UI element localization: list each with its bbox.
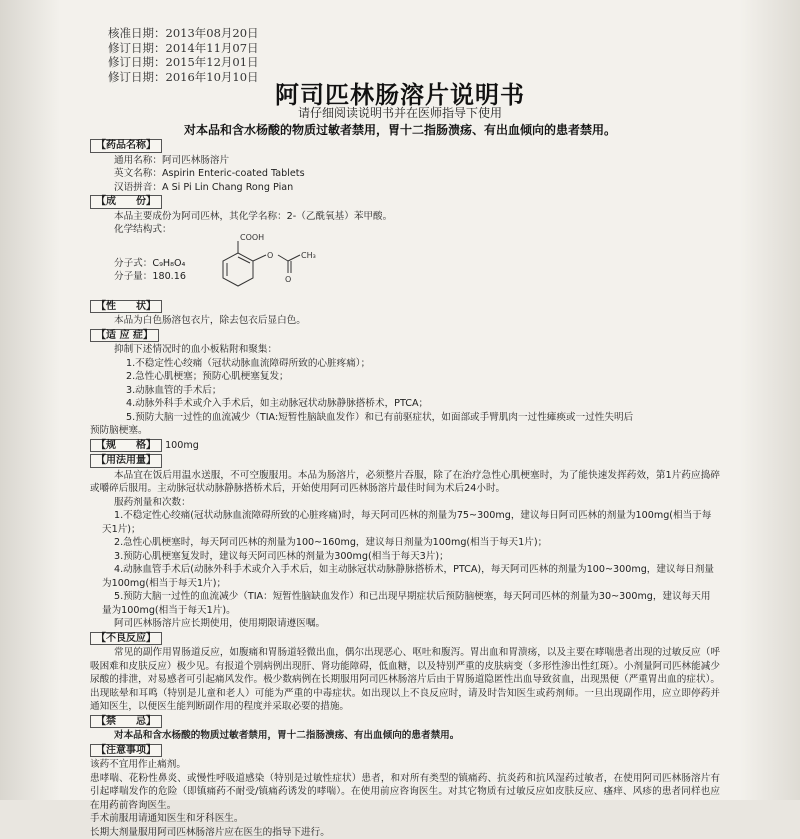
section-specification bbox=[90, 438, 720, 454]
section-composition bbox=[90, 194, 720, 299]
dosage-intro: 服药剂量和次数： bbox=[90, 496, 720, 510]
composition-main: 本品主要成份为阿司匹林，其化学名称：2-（乙酰氧基）苯甲酸。 bbox=[90, 210, 720, 224]
section-label: 【成 份】 bbox=[90, 195, 162, 209]
section-properties bbox=[90, 299, 720, 328]
english-name: 英文名称：Aspirin Enteric-coated Tablets bbox=[90, 167, 720, 181]
long-term-use-note: 阿司匹林肠溶片应长期使用，使用期限请遵医嘱。 bbox=[90, 617, 720, 631]
section-contraindications bbox=[90, 714, 720, 743]
leaflet-content bbox=[90, 138, 720, 839]
approval-date: 核准日期：2013年08月20日 bbox=[108, 26, 259, 41]
document-subtitle: 请仔细阅读说明书并在医师指导下使用 bbox=[0, 104, 800, 121]
revision-date-2: 修订日期：2015年12月01日 bbox=[108, 55, 259, 70]
revision-date-1: 修订日期：2014年11月07日 bbox=[108, 41, 259, 56]
indications-intro: 抑制下述情况时的血小板粘附和聚集： bbox=[90, 343, 720, 357]
svg-text:O: O bbox=[267, 251, 273, 260]
indication-item: 2.急性心肌梗塞；预防心肌梗塞复发； bbox=[90, 370, 720, 384]
dosage-item: 4.动脉血管手术后(动脉外科手术或介入手术后，如主动脉冠状动脉静脉搭桥术，PTCA)，每天阿司匹林的剂量为100~300mg，建议每日剂量为100mg(相当于每天1片)； bbox=[90, 563, 720, 590]
indication-item: 3.动脉血管的手术后； bbox=[90, 384, 720, 398]
precaution-item: 长期大剂量服用阿司匹林肠溶片应在医生的指导下进行。 bbox=[90, 826, 720, 839]
contraindications-text: 对本品和含水杨酸的物质过敏者禁用，胃十二指肠溃疡、有出血倾向的患者禁用。 bbox=[90, 729, 720, 743]
section-usage bbox=[90, 453, 720, 631]
section-indications bbox=[90, 328, 720, 438]
specification-value: 100mg bbox=[165, 440, 199, 451]
pinyin-name: 汉语拼音：A Si Pi Lin Chang Rong Pian bbox=[90, 181, 720, 195]
svg-text:O: O bbox=[285, 275, 291, 284]
section-adverse-reactions bbox=[90, 631, 720, 714]
molecular-weight: 分子量：180.16 bbox=[114, 270, 186, 284]
section-label: 【注意事项】 bbox=[90, 744, 162, 758]
dosage-item: 1.不稳定性心绞痛(冠状动脉血流障碍所致的心脏疼痛)时，每天阿司匹林的剂量为75~300mg，建议每日阿司匹林的剂量为100mg(相当于每天1片)； bbox=[90, 509, 720, 536]
usage-paragraph: 本品宜在饭后用温水送服，不可空腹服用。本品为肠溶片，必须整片吞服，除了在治疗急性心肌梗塞时，为了能快速发挥药效，第1片药应捣碎或嚼碎后服用。主动脉冠状动脉静脉搭桥术后，开始使用阿司匹林肠溶片最佳时间为术后24小时。 bbox=[90, 469, 720, 496]
dosage-item: 5.预防大脑一过性的血流减少（TIA：短暂性脑缺血发作）和已出现早期症状后预防脑梗塞，每天阿司匹林的剂量为30~300mg，建议每天用量为100mg(相当于每天1片)。 bbox=[90, 590, 720, 617]
svg-text:CH₃: CH₃ bbox=[301, 251, 316, 260]
aspirin-structure-diagram bbox=[208, 231, 338, 303]
molecular-formula: 分子式：C₉H₈O₄ bbox=[114, 257, 186, 271]
warning-statement: 对本品和含水杨酸的物质过敏者禁用，胃十二指肠溃疡、有出血倾向的患者禁用。 bbox=[0, 121, 800, 138]
precaution-item: 患哮喘、花粉性鼻炎、或慢性呼吸道感染（特别是过敏性症状）患者，和对所有类型的镇痛药、抗炎药和抗风湿药过敏者，在使用阿司匹林肠溶片有引起哮喘发作的危险（即镇痛药不耐受/镇痛药诱发的哮喘）。在使用前应咨询医生。对其它物质有过敏反应如皮肤反应、瘙痒、风疹的患者同样也应在用药前咨询医生。 bbox=[90, 772, 720, 813]
adverse-text: 常见的副作用胃肠道反应，如腹痛和胃肠道轻微出血，偶尔出现恶心、呕吐和腹泻。胃出血和胃溃疡，以及主要在哮喘患者出现的过敏反应（呼吸困难和皮肤反应）极少见。有报道个别病例出现肝、肾功能障碍，低血糖，以及特别严重的皮肤病变（多形性渗出性红斑）。小剂量阿司匹林能减少尿酸的排泄，对易感者可引起痛风发作。极少数病例在长期服用阿司匹林肠溶片后由于胃肠道隐匿性出血导致贫血，出现黑便（严重胃出血的症状）。出现眩晕和耳鸣（特别是儿童和老人）可能为严重的中毒症状。如出现以上不良反应时，请及时告知医生或药剂师。一旦出现副作用，应立即停药并通知医生，以便医生能判断副作用的程度并采取必要的措施。 bbox=[90, 646, 720, 714]
section-label: 【适 应 症】 bbox=[90, 329, 159, 343]
indication-item: 5.预防大脑一过性的血流减少（TIA:短暂性脑缺血发作）和已有前驱症状，如面部或手臂肌肉一过性瘫痪或一过性失明后 bbox=[90, 411, 720, 425]
section-label: 【药品名称】 bbox=[90, 139, 162, 153]
revision-date-3: 修订日期：2016年10月10日 bbox=[108, 70, 259, 85]
dosage-item: 3.预防心肌梗塞复发时，建议每天阿司匹林的剂量为300mg(相当于每天3片)； bbox=[90, 550, 720, 564]
section-label: 【不良反应】 bbox=[90, 632, 162, 646]
properties-text: 本品为白色肠溶包衣片，除去包衣后显白色。 bbox=[90, 314, 720, 328]
indication-item: 4.动脉外科手术或介入手术后，如主动脉冠状动脉静脉搭桥术，PTCA； bbox=[90, 397, 720, 411]
precaution-item: 手术前服用请通知医生和牙科医生。 bbox=[90, 812, 720, 826]
structure-label: 化学结构式： bbox=[90, 223, 720, 237]
dosage-item: 2.急性心肌梗塞时，每天阿司匹林的剂量为100~160mg，建议每日剂量为100mg(相当于每天1片)； bbox=[90, 536, 720, 550]
section-label: 【禁 忌】 bbox=[90, 715, 162, 729]
common-name: 通用名称：阿司匹林肠溶片 bbox=[90, 154, 720, 168]
section-label: 【用法用量】 bbox=[90, 454, 162, 468]
section-precautions bbox=[90, 743, 720, 839]
section-label: 【性 状】 bbox=[90, 300, 162, 314]
chemical-structure-block bbox=[90, 237, 720, 299]
cooh-group: COOH bbox=[240, 233, 264, 242]
document-title: 阿司匹林肠溶片说明书 bbox=[0, 75, 800, 110]
section-label: 【规 格】 bbox=[90, 439, 162, 453]
indication-item: 1.不稳定性心绞痛（冠状动脉血流障碍所致的心脏疼痛）； bbox=[90, 357, 720, 371]
indication-tail: 预防脑梗塞。 bbox=[90, 424, 720, 438]
section-drug-name bbox=[90, 138, 720, 194]
precaution-item: 该药不宜用作止痛剂。 bbox=[90, 758, 720, 772]
